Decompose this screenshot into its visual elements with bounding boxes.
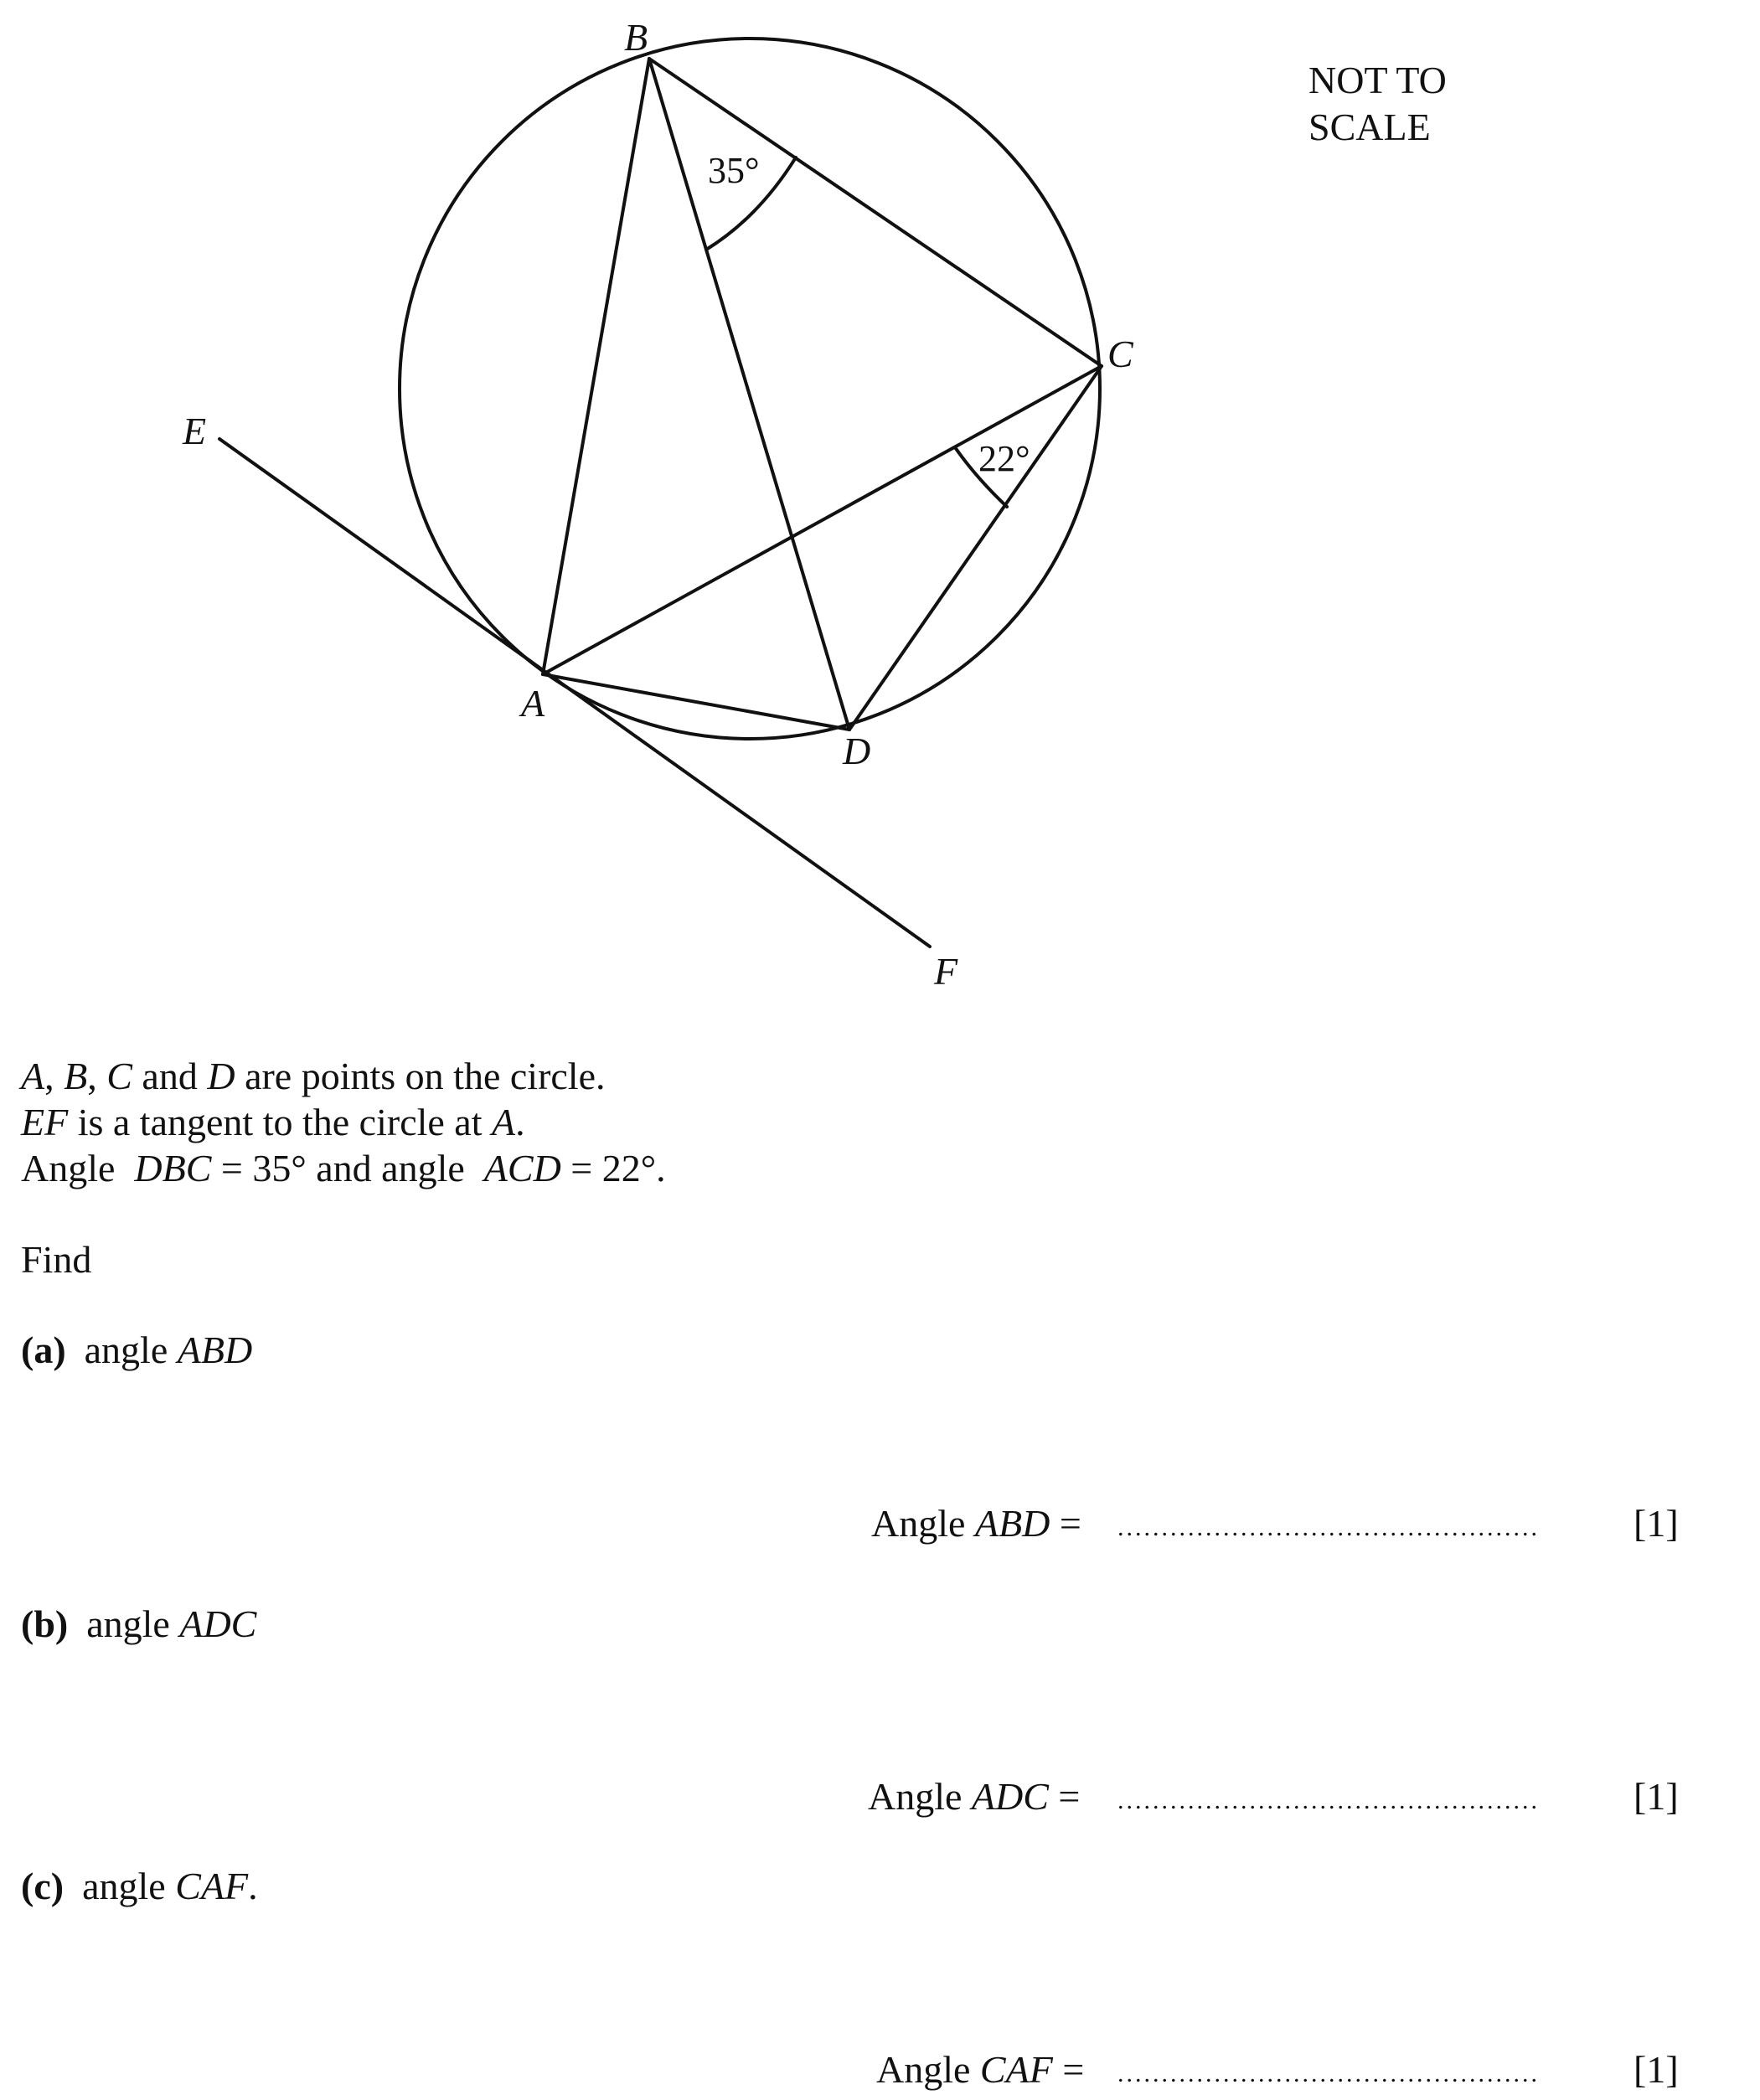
point-label-d: D [843,730,871,772]
var-a: A [21,1055,45,1097]
part-b-answer-label: Angle ADC = [868,1775,1081,1818]
angle-label-c: 22° [978,438,1030,479]
tangent-line-ef [219,439,930,947]
part-b-question: (b) angle ADC [21,1602,257,1645]
point-label-b: B [624,16,648,59]
point-label-f: F [934,950,958,993]
part-b-answer-line[interactable]: ................................................ [1117,1787,1540,1814]
var-b: B [64,1055,88,1097]
chord-cd [849,366,1102,730]
chord-ac [543,366,1102,674]
part-c-answer-label: Angle CAF = [876,2048,1085,2091]
part-b-marks: [1] [1634,1775,1679,1818]
part-a-question: (a) angle ABD [21,1329,253,1371]
circle [400,39,1100,739]
note-line-1: NOT TO [1308,59,1447,101]
not-to-scale-note [1308,57,1447,151]
point-label-a: A [521,682,545,725]
var-ef: EF [21,1101,69,1143]
var-d: D [207,1055,235,1097]
part-a-marks: [1] [1634,1502,1679,1545]
statement-line-1: A, B, C and D are points on the circle. [21,1055,606,1097]
part-c-answer-line[interactable]: ................................................ [1117,2060,1540,2087]
chord-ab [543,59,649,674]
var-c: C [106,1055,132,1097]
part-label: (c) [21,1865,65,1907]
part-c-marks: [1] [1634,2048,1679,2091]
point-label-c: C [1107,333,1133,375]
part-c-question: (c) angle CAF. [21,1865,258,1907]
find-label: Find [21,1238,92,1281]
note-line-2: SCALE [1308,106,1431,148]
statement-line-2: EF is a tangent to the circle at A. [21,1101,525,1143]
var-a: A [492,1101,516,1143]
part-label: (a) [21,1329,66,1371]
statement-line-3: Angle DBC = 35° and angle ACD = 22°. [21,1147,666,1189]
angle-label-b: 35° [708,150,760,191]
part-a-answer-line[interactable]: ................................................ [1117,1514,1540,1541]
part-a-answer-label: Angle ABD = [871,1502,1081,1545]
point-label-e: E [183,410,207,452]
var-dbc: DBC [134,1147,212,1189]
circle-geometry-figure [0,0,1760,1022]
chord-bc [649,59,1102,366]
part-label: (b) [21,1602,69,1645]
var-acd: ACD [483,1147,561,1189]
